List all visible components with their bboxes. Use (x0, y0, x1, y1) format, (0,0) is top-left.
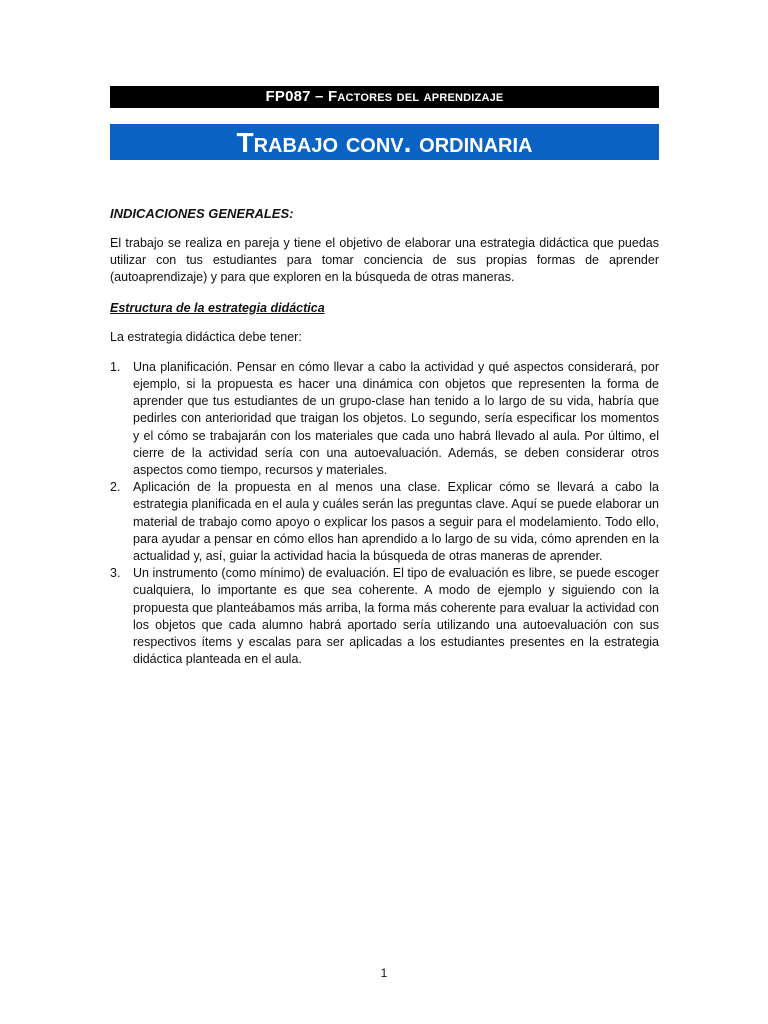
list-item (110, 359, 659, 479)
list-item-text: Aplicación de la propuesta en al menos una clase. Explicar cómo se llevará a cabo la estrategia planificada en el aula y cuáles serán las preguntas clave. Aquí se puede elaborar un material de trabajo como apoyo o explicar los pasos a seguir para el modelamiento. Todo ello, para ayudar a pensar en cómo ellos han aprendido a lo largo de su vida, cómo aprenden en la actualidad y, así, guiar la actividad hacia la búsqueda de otras maneras de aprender. (133, 480, 659, 564)
course-header: FP087 – Factores del aprendizaje (110, 86, 659, 108)
requirements-list (110, 359, 659, 669)
list-item (110, 479, 659, 565)
list-item-text: Una planificación. Pensar en cómo llevar a cabo la actividad y qué aspectos considerará, por ejemplo, si la propuesta es hacer una dinámica con objetos que representen la forma de aprender que tus estudiantes de un grupo-clase han tenido a lo largo de su vida, habría que pedirles con anterioridad que traigan los objetos. Lo segundo, sería especificar los momentos y el cómo se trabajarán con los materiales que cada uno habrá llevado al aula. Por último, el cierre de la actividad sería con una autoevaluación. Además, se deben considerar otros aspectos como tiempo, recursos y materiales. (133, 359, 659, 478)
general-heading: INDICACIONES GENERALES: (110, 206, 294, 221)
list-item-number: 2. (110, 480, 121, 495)
structure-heading: Estructura de la estrategia didáctica (110, 300, 325, 315)
list-item-number: 1. (110, 359, 121, 374)
document-title: Trabajo conv. ordinaria (110, 124, 659, 160)
structure-intro: La estrategia didáctica debe tener: (110, 329, 302, 344)
page-number: 1 (380, 966, 388, 980)
list-item (110, 565, 659, 668)
list-item-text: Un instrumento (como mínimo) de evaluación. El tipo de evaluación es libre, se puede escoger cualquiera, lo importante es que sea coherente. A modo de ejemplo y siguiendo con la propuesta que planteábamos más arriba, la forma más coherente para evaluar la actividad con los objetos que cada alumno habrá aportado sería utilizando una autoevaluación con sus respectivos ítems y escalas para ser aplicadas a los estudiantes presentes en la estrategia didáctica planteada en el aula. (133, 566, 659, 667)
document-page (110, 86, 659, 668)
general-paragraph: El trabajo se realiza en pareja y tiene el objetivo de elaborar una estrategia didáctica que puedas utilizar con tus estudiantes para tomar conciencia de sus propias formas de aprender (autoaprendizaje) y para que exploren en la búsqueda de otras maneras. (110, 236, 659, 285)
list-item-number: 3. (110, 566, 121, 581)
